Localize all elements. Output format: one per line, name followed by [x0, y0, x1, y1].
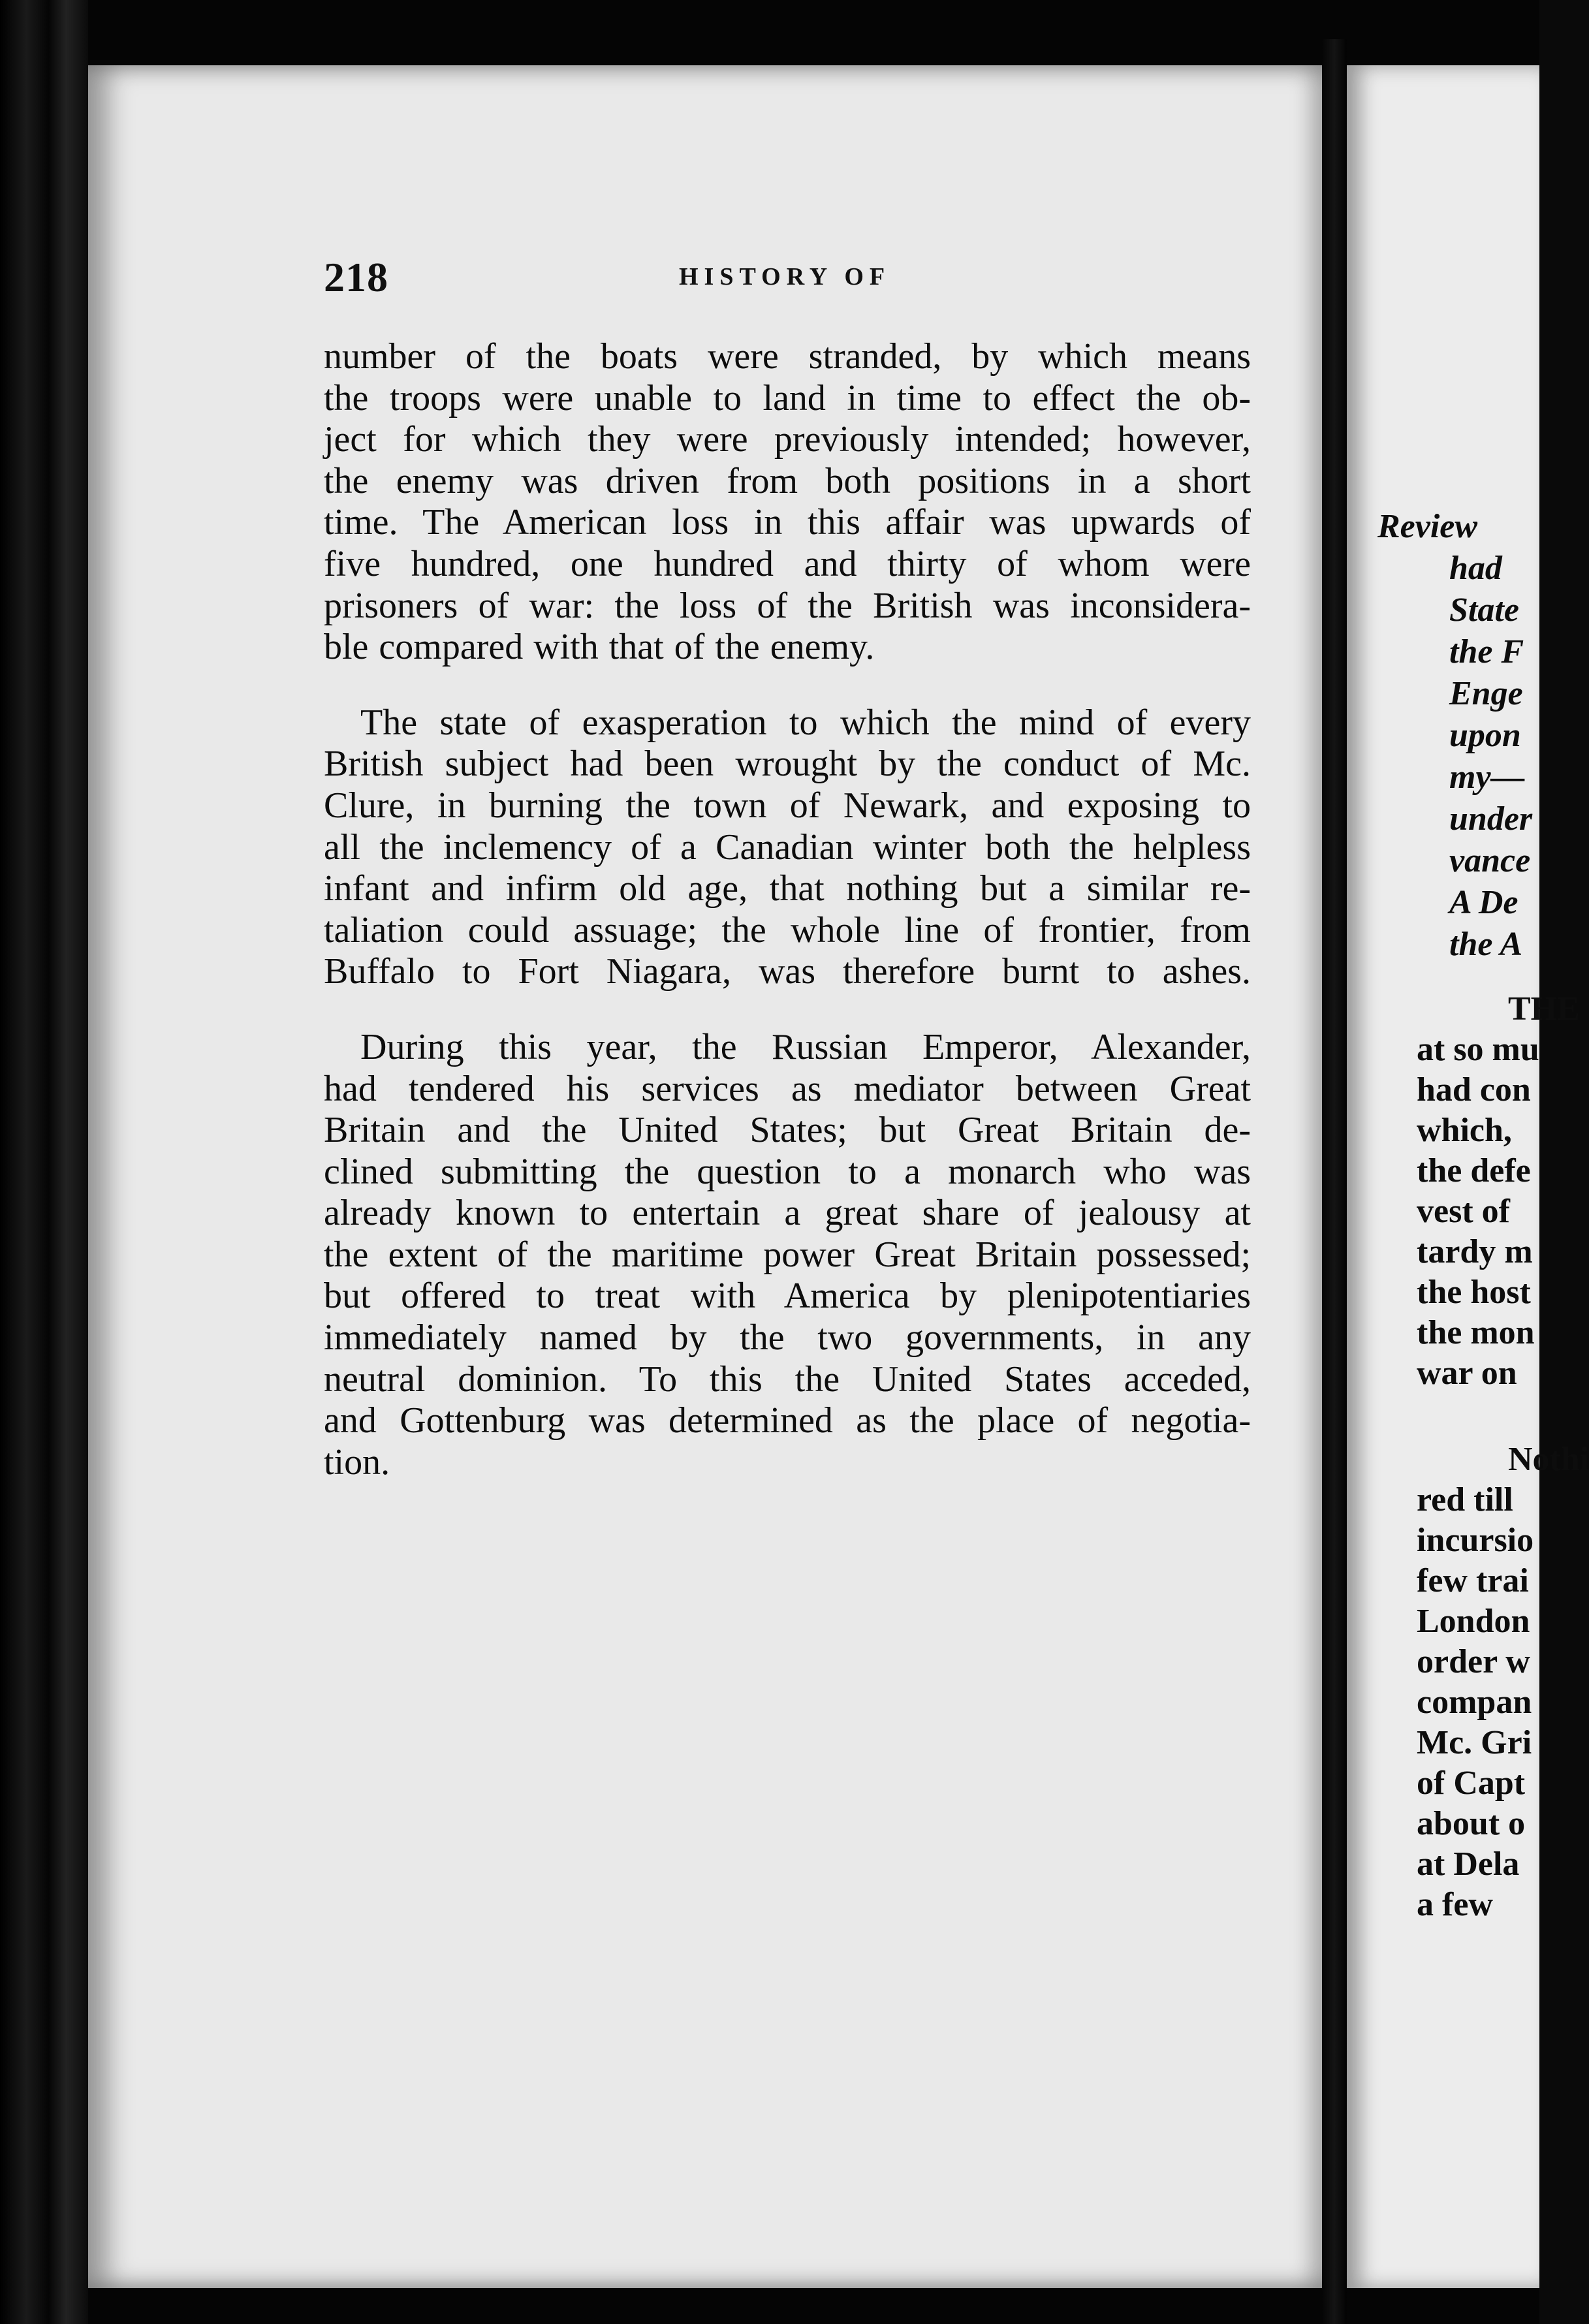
- text-line: compan: [1417, 1684, 1532, 1721]
- text-line: incursio: [1417, 1522, 1534, 1559]
- text-line: the enemy was driven from both positions in a short: [324, 460, 1251, 501]
- text-line: ble compared with that of the enemy.: [324, 627, 875, 668]
- toc-line: the F: [1449, 633, 1524, 670]
- page-number: 218: [324, 254, 388, 300]
- text-line: immediately named by the two governments, in any: [324, 1317, 1251, 1358]
- text-line: tion.: [324, 1441, 390, 1483]
- left-page-body: [324, 336, 1251, 1483]
- text-line: all the inclemency of a Canadian winter both the helpless: [324, 826, 1251, 868]
- text-line: British subject had been wrought by the conduct of Mc.: [324, 744, 1251, 785]
- text-line: a few: [1417, 1886, 1493, 1923]
- toc-line: under: [1449, 800, 1533, 838]
- running-title: HISTORY OF: [679, 263, 891, 290]
- toc-line: vance: [1449, 842, 1531, 879]
- toc-line: upon: [1449, 717, 1521, 754]
- running-header: [0, 253, 1539, 312]
- text-line: at Dela: [1417, 1845, 1520, 1883]
- right-paragraph-2: [1417, 1439, 1589, 1925]
- text-line: the defe: [1417, 1152, 1531, 1189]
- paragraph-3: [324, 1027, 1251, 1484]
- text-line: vest of: [1417, 1193, 1510, 1230]
- text-line: the extent of the maritime power Great Britain possessed;: [324, 1234, 1251, 1275]
- text-line: tardy m: [1417, 1233, 1533, 1270]
- toc-line: Enge: [1449, 675, 1523, 712]
- toc-line: A De: [1449, 884, 1518, 921]
- toc-line: had: [1449, 550, 1502, 587]
- text-line: war on: [1417, 1355, 1517, 1392]
- text-line: Buffalo to Fort Niagara, was therefore burnt to ashes.: [324, 951, 1251, 992]
- paragraph-1: [324, 336, 1251, 668]
- text-line: the troops were unable to land in time to effect the ob-: [324, 377, 1251, 418]
- text-line: ject for which they were previously intended; however,: [324, 419, 1251, 460]
- toc-line: State: [1449, 591, 1519, 629]
- paragraph-2: [324, 702, 1251, 993]
- text-line: infant and infirm old age, that nothing but a similar re-: [324, 868, 1251, 909]
- text-line: but offered to treat with America by plenipotentiaries: [324, 1276, 1251, 1317]
- text-line: Clure, in burning the town of Newark, and exposing to: [324, 785, 1251, 826]
- book-gutter: [1322, 39, 1347, 2324]
- text-line: and Gottenburg was determined as the place of negotia-: [324, 1400, 1251, 1441]
- text-line: prisoners of war: the loss of the British was inconsidera-: [324, 585, 1251, 626]
- text-line: Mc. Gri: [1417, 1724, 1532, 1761]
- text-line: clined submitting the question to a monarch who was: [324, 1151, 1251, 1192]
- text-line: the host: [1417, 1274, 1531, 1311]
- text-line: THE: [1508, 990, 1580, 1028]
- text-line: neutral dominion. To this the United States acceded,: [324, 1358, 1251, 1400]
- toc-line: the A: [1449, 926, 1523, 963]
- text-line: at so mu: [1417, 1031, 1539, 1068]
- text-line: The state of exasperation to which the mind of every: [360, 702, 1251, 743]
- text-line: few trai: [1417, 1562, 1529, 1599]
- text-line: had con: [1417, 1071, 1531, 1108]
- text-line: order w: [1417, 1643, 1530, 1680]
- text-line: number of the boats were stranded, by which means: [324, 336, 1251, 377]
- text-line: about o: [1417, 1805, 1526, 1842]
- text-line: During this year, the Russian Emperor, Alexander,: [360, 1026, 1251, 1067]
- text-line: London: [1417, 1603, 1530, 1640]
- text-line: five hundred, one hundred and thirty of whom were: [324, 543, 1251, 584]
- text-line: time. The American loss in this affair was upwards of: [324, 502, 1251, 543]
- text-line: already known to entertain a great share of jealousy at: [324, 1193, 1251, 1234]
- chapter-contents-summary: [1377, 506, 1532, 966]
- text-line: Britain and the United States; but Great Britain de-: [324, 1110, 1251, 1151]
- book-spine-edge: [0, 0, 88, 2324]
- text-line: had tendered his services as mediator between Great: [324, 1068, 1251, 1109]
- text-line: taliation could assuage; the whole line of frontier, from: [324, 909, 1251, 950]
- text-line: which,: [1417, 1112, 1512, 1149]
- text-line: of Capt: [1417, 1765, 1526, 1802]
- text-line: red till: [1417, 1481, 1513, 1518]
- right-paragraph-1: [1417, 989, 1580, 1394]
- toc-line: my—: [1449, 759, 1525, 796]
- text-line: Nothi: [1508, 1441, 1589, 1478]
- toc-line: Review: [1377, 508, 1478, 545]
- text-line: the mon: [1417, 1314, 1535, 1351]
